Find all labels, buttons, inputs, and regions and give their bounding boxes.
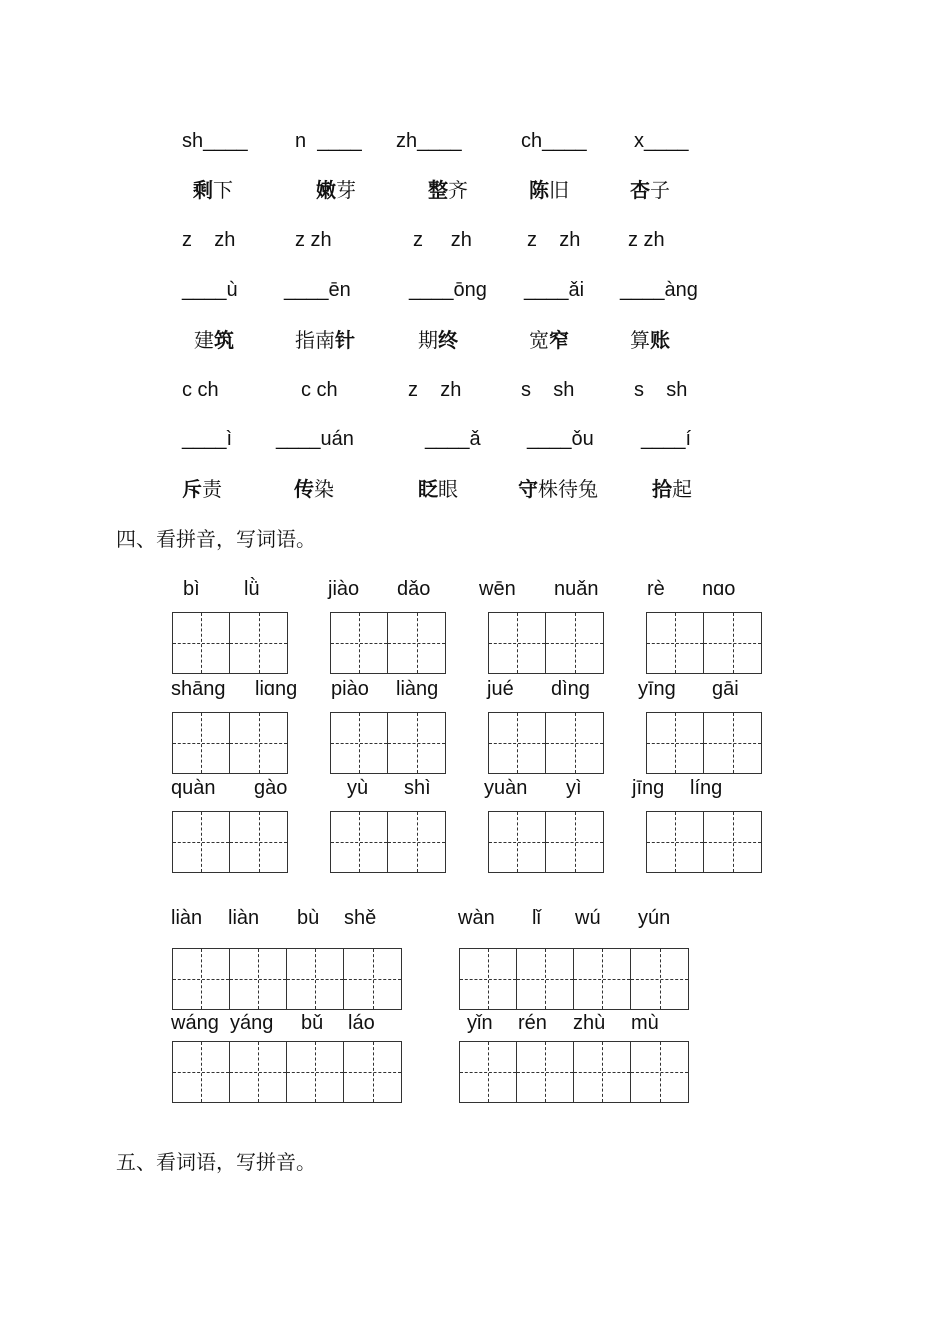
pinyin-syllable: yì — [566, 777, 582, 799]
grid-cell[interactable] — [173, 613, 230, 673]
grid-cell[interactable] — [704, 713, 761, 773]
blank-ou: ____ǒu — [527, 428, 594, 450]
grid-cell[interactable] — [517, 949, 574, 1009]
pinyin-syllable: jīng — [632, 777, 665, 799]
blank-x: x____ — [634, 130, 689, 152]
pinyin-syllable: wàn — [458, 907, 495, 929]
grid-cell[interactable] — [230, 713, 287, 773]
grid-cell[interactable] — [173, 713, 230, 773]
pinyin-syllable: jué — [487, 678, 514, 700]
pinyin-syllable: wú — [575, 907, 601, 929]
pinyin-syllable: láo — [348, 1012, 375, 1034]
word-qizhong: 期终 — [418, 328, 458, 352]
pinyin-syllable: wēn — [479, 578, 516, 600]
blank-sh: sh____ — [182, 130, 248, 152]
writing-grid-piaoliang[interactable] — [330, 712, 446, 774]
pinyin-syllable: shì — [404, 777, 431, 799]
pinyin-syllable: shāng — [171, 678, 226, 700]
pinyin-syllable: shě — [344, 907, 377, 929]
pinyin-syllable: yīng — [638, 678, 676, 700]
blank-n: n ____ — [295, 130, 362, 152]
blank-ong: ____ōng — [409, 279, 487, 301]
word-chenjiu: 陈旧 — [529, 178, 569, 202]
word-nenya: 嫩芽 — [316, 178, 356, 202]
grid-cell[interactable] — [331, 613, 388, 673]
writing-grid-wangyangbulao[interactable] — [172, 1041, 402, 1103]
writing-grid-renao[interactable] — [646, 612, 762, 674]
word-shengxia: 剩下 — [193, 178, 233, 202]
blank-i: ____ì — [182, 428, 233, 450]
writing-grid-wanliwuyun[interactable] — [459, 948, 689, 1010]
pinyin-syllable: líng — [690, 777, 723, 799]
writing-grid-shangliang[interactable] — [172, 712, 288, 774]
choice-c-ch-1: c ch — [182, 379, 219, 401]
blank-ai: ____ǎi — [524, 279, 585, 301]
word-zhayan: 眨眼 — [418, 477, 458, 501]
grid-cell[interactable] — [331, 713, 388, 773]
writing-grid-yushi[interactable] — [330, 811, 446, 873]
blank-zh: zh____ — [396, 130, 462, 152]
grid-cell[interactable] — [173, 949, 230, 1009]
word-shouzhudaitu: 守株待兔 — [518, 477, 598, 501]
pinyin-syllable: bǔ — [301, 1012, 324, 1034]
writing-grid-yinggai[interactable] — [646, 712, 762, 774]
writing-grid-wennuan[interactable] — [488, 612, 604, 674]
pinyin-syllable: liàn — [171, 907, 203, 929]
grid-cell[interactable] — [489, 812, 546, 872]
choice-z-zh-2: z zh — [295, 229, 332, 251]
pinyin-syllable: nɑo — [702, 578, 736, 600]
blank-i-rising: ____í — [641, 428, 692, 450]
writing-grid-jingling[interactable] — [646, 811, 762, 873]
grid-cell[interactable] — [388, 812, 445, 872]
grid-cell[interactable] — [344, 1042, 401, 1102]
writing-grid-lianlianbushe[interactable] — [172, 948, 402, 1010]
pinyin-syllable: bù — [297, 907, 320, 929]
grid-cell[interactable] — [631, 1042, 688, 1102]
choice-s-sh-2: s sh — [634, 379, 688, 401]
word-zhinanzhen: 指南针 — [295, 328, 355, 352]
choice-s-sh-1: s sh — [521, 379, 575, 401]
grid-cell[interactable] — [230, 613, 287, 673]
grid-cell[interactable] — [287, 1042, 344, 1102]
grid-cell[interactable] — [331, 812, 388, 872]
pinyin-syllable: wáng — [171, 1012, 219, 1034]
choice-z-zh-3: z zh — [413, 229, 472, 251]
grid-cell[interactable] — [489, 713, 546, 773]
grid-cell[interactable] — [460, 1042, 517, 1102]
grid-cell[interactable] — [460, 949, 517, 1009]
blank-ch: ch____ — [521, 130, 587, 152]
pinyin-syllable: yù — [347, 777, 369, 799]
grid-cell[interactable] — [344, 949, 401, 1009]
choice-c-ch-2: c ch — [301, 379, 338, 401]
pinyin-syllable: yuàn — [484, 777, 528, 799]
pinyin-syllable: piào — [331, 678, 369, 700]
grid-cell[interactable] — [574, 949, 631, 1009]
grid-cell[interactable] — [489, 613, 546, 673]
pinyin-syllable: gào — [254, 777, 288, 799]
blank-uan: ____uán — [276, 428, 354, 450]
blank-u: ____ù — [182, 279, 238, 301]
choice-z-zh-6: z zh — [408, 379, 462, 401]
word-chize: 斥责 — [182, 477, 222, 501]
grid-cell[interactable] — [388, 613, 445, 673]
pinyin-syllable: mù — [631, 1012, 659, 1034]
pinyin-syllable: dìng — [551, 678, 590, 700]
writing-grid-quangao[interactable] — [172, 811, 288, 873]
word-suanzhang: 算账 — [630, 328, 670, 352]
grid-cell[interactable] — [647, 613, 704, 673]
pinyin-syllable: yǐn — [467, 1012, 493, 1034]
grid-cell[interactable] — [230, 1042, 287, 1102]
writing-grid-jueding[interactable] — [488, 712, 604, 774]
blank-en: ____ēn — [284, 279, 351, 301]
pinyin-syllable: quàn — [171, 777, 216, 799]
grid-cell[interactable] — [546, 713, 603, 773]
pinyin-syllable: liàn — [228, 907, 260, 929]
pinyin-syllable: lǜ — [244, 578, 260, 600]
pinyin-syllable: zhù — [573, 1012, 606, 1034]
grid-cell[interactable] — [574, 1042, 631, 1102]
grid-cell[interactable] — [173, 1042, 230, 1102]
grid-cell[interactable] — [388, 713, 445, 773]
grid-cell[interactable] — [647, 713, 704, 773]
grid-cell[interactable] — [546, 613, 603, 673]
section-4-heading: 四、看拼音，写词语。 — [116, 527, 316, 551]
blank-a: ____ǎ — [425, 428, 481, 450]
word-jianzhu: 建筑 — [194, 328, 234, 352]
grid-cell[interactable] — [631, 949, 688, 1009]
blank-ang: ____àng — [620, 279, 698, 301]
pinyin-syllable: yáng — [230, 1012, 274, 1034]
pinyin-syllable: lǐ — [532, 907, 541, 929]
section-5-heading: 五、看词语，写拼音。 — [116, 1150, 316, 1174]
pinyin-syllable: rè — [647, 578, 665, 600]
word-shiqi: 拾起 — [652, 477, 692, 501]
grid-cell[interactable] — [517, 1042, 574, 1102]
writing-grid-jiaodao[interactable] — [330, 612, 446, 674]
pinyin-syllable: gāi — [712, 678, 739, 700]
pinyin-syllable: bì — [183, 578, 200, 600]
pinyin-syllable: liɑng — [255, 678, 298, 700]
writing-grid-bilv[interactable] — [172, 612, 288, 674]
grid-cell[interactable] — [647, 812, 704, 872]
grid-cell[interactable] — [704, 812, 761, 872]
pinyin-syllable: yún — [638, 907, 671, 929]
word-kuanzhai: 宽窄 — [529, 328, 569, 352]
pinyin-syllable: nuǎn — [554, 578, 599, 600]
word-zhengqi: 整齐 — [428, 178, 468, 202]
grid-cell[interactable] — [287, 949, 344, 1009]
choice-z-zh-1: z zh — [182, 229, 236, 251]
pinyin-syllable: rén — [518, 1012, 547, 1034]
choice-z-zh-4: z zh — [527, 229, 581, 251]
word-xingzi: 杏子 — [630, 178, 670, 202]
writing-grid-yuanyi[interactable] — [488, 811, 604, 873]
pinyin-syllable: jiào — [328, 578, 360, 600]
grid-cell[interactable] — [704, 613, 761, 673]
writing-grid-yinrenzhumu[interactable] — [459, 1041, 689, 1103]
grid-cell[interactable] — [230, 812, 287, 872]
grid-cell[interactable] — [173, 812, 230, 872]
word-chuanran: 传染 — [294, 477, 334, 501]
grid-cell[interactable] — [230, 949, 287, 1009]
pinyin-syllable: liàng — [396, 678, 439, 700]
grid-cell[interactable] — [546, 812, 603, 872]
choice-z-zh-5: z zh — [628, 229, 665, 251]
pinyin-syllable: dǎo — [397, 578, 431, 600]
